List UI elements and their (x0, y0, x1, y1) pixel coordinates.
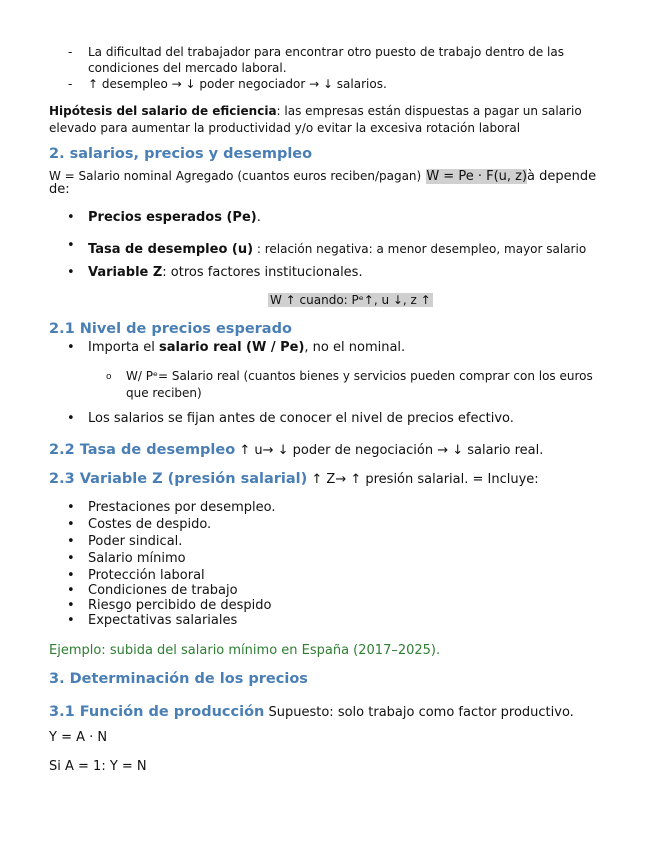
section-2-2-line (49, 439, 543, 458)
bullet-text: : otros factores institucionales. (162, 265, 363, 280)
wage-formula-tail: à depende (527, 169, 597, 184)
sub-bullet-text-cont: que reciben) (126, 386, 202, 400)
bullet-term: salario real (W / Pe) (159, 340, 305, 355)
section-3-1-text: Supuesto: solo trabajo como factor productivo. (264, 705, 574, 720)
list-dash: - (68, 45, 73, 59)
production-equation: Y = A · N (49, 730, 108, 745)
section-3-1-line (49, 701, 574, 720)
wage-definition (49, 165, 596, 184)
section-heading-3-1: 3.1 Función de producción (49, 704, 265, 720)
list-dash: - (68, 77, 73, 91)
list-item: Prestaciones por desempleo. (88, 500, 276, 515)
bullet-icon: • (67, 568, 75, 583)
list-item-text: La dificultad del trabajador para encontrar otro puesto de trabajo dentro de las (88, 45, 564, 59)
sub-bullet-text: W/ Pᵉ= Salario real (cuantos bienes y servicios pueden comprar con los euros (126, 369, 593, 383)
wage-definition-text: W = Salario nominal Agregado (cuantos euros reciben/pagan) (49, 169, 422, 183)
bullet-icon: • (67, 583, 75, 598)
bullet-icon: • (67, 598, 75, 613)
list-item: Salario mínimo (88, 551, 186, 566)
list-item: Expectativas salariales (88, 613, 238, 628)
production-equation-simplified: Si A = 1: Y = N (49, 759, 147, 774)
efficiency-text: : las empresas están dispuestas a pagar un salario (276, 104, 582, 118)
bullet-icon: • (67, 340, 75, 355)
bullet-icon: • (67, 265, 75, 280)
section-heading-2-3: 2.3 Variable Z (presión salarial) (49, 471, 308, 487)
summary-formula: W ↑ cuando: Pᵉ↑, u ↓, z ↑ (270, 293, 431, 307)
bullet-text: . (256, 210, 261, 225)
list-item: Protección laboral (88, 568, 205, 583)
efficiency-text-cont: elevado para aumentar la productividad y/o evitar la excesiva rotación laboral (49, 121, 521, 135)
list-item-text: ↑ desempleo → ↓ poder negociador → ↓ salarios. (88, 77, 387, 91)
bullet-icon: • (67, 238, 75, 253)
list-item-text-cont: condiciones del mercado laboral. (88, 61, 287, 75)
bullet-icon: • (67, 411, 75, 426)
bullet-variable-z (88, 265, 363, 280)
example-note: Ejemplo: subida del salario mínimo en España (2017–2025). (49, 643, 441, 658)
section-2-3-line (49, 468, 539, 487)
section-2-2-text: ↑ u→ ↓ poder de negociación → ↓ salario real. (235, 443, 544, 458)
wage-formula: W = Pe · F(u, z) (426, 169, 528, 184)
section-heading-3: 3. Determinación de los precios (49, 671, 308, 687)
bullet-text: , no el nominal. (304, 340, 406, 355)
bullet-real-wage (88, 340, 405, 355)
bullet-icon: • (67, 551, 75, 566)
bullet-wage-setting: Los salarios se fijan antes de conocer el nivel de precios efectivo. (88, 411, 514, 426)
bullet-term: Precios esperados (Pe) (88, 210, 257, 225)
bullet-icon: • (67, 500, 75, 515)
bullet-icon: • (67, 517, 75, 532)
bullet-icon: • (67, 613, 75, 628)
section-2-3-text: ↑ Z→ ↑ presión salarial. = Incluye: (307, 472, 539, 487)
list-item: Costes de despido. (88, 517, 212, 532)
bullet-text: Importa el (88, 340, 159, 355)
bullet-icon: • (67, 534, 75, 549)
bullet-term: Tasa de desempleo (u) (88, 242, 254, 257)
bullet-expected-prices (88, 210, 261, 225)
efficiency-paragraph (49, 104, 582, 118)
section-heading-2-2: 2.2 Tasa de desempleo (49, 442, 236, 458)
bullet-text: : relación negativa: a menor desempleo, mayor salario (253, 242, 587, 256)
bullet-unemployment (88, 238, 586, 257)
wage-definition-cont: de: (49, 182, 70, 197)
sub-bullet-icon: o (106, 372, 112, 382)
bullet-term: Variable Z (88, 265, 163, 280)
section-heading-2: 2. salarios, precios y desempleo (49, 146, 313, 162)
efficiency-term: Hipótesis del salario de eficiencia (49, 104, 277, 118)
section-heading-2-1: 2.1 Nivel de precios esperado (49, 321, 292, 337)
bullet-icon: • (67, 210, 75, 225)
list-item: Poder sindical. (88, 534, 183, 549)
list-item: Condiciones de trabajo (88, 583, 238, 598)
list-item: Riesgo percibido de despido (88, 598, 272, 613)
